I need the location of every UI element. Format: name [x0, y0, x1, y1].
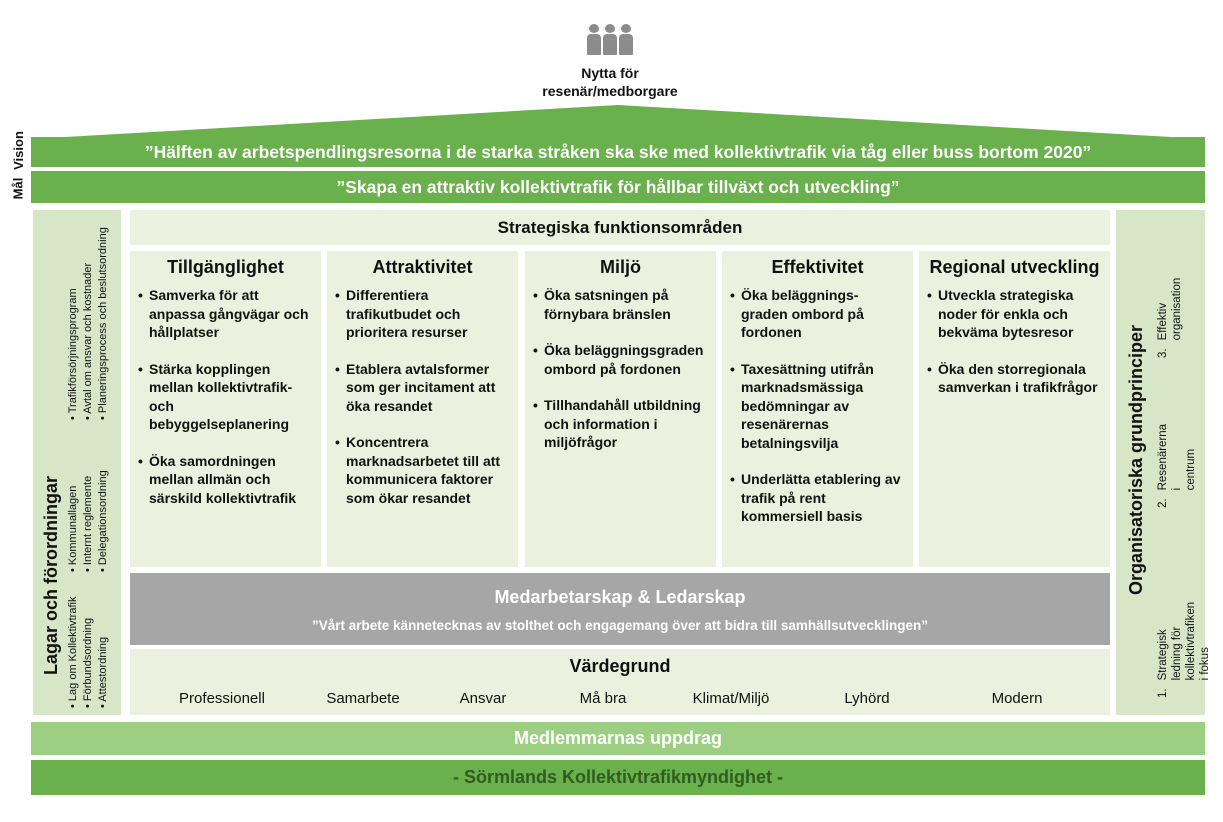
- list-item: • Öka beläggnings-graden ombord på fordonen: [741, 286, 905, 342]
- mal-side-label: Mål: [10, 177, 26, 199]
- laws-list-col2: [66, 470, 111, 572]
- org-item-line: Strategisk ledning för: [1157, 626, 1183, 681]
- laws-list-col3: [66, 227, 111, 420]
- list-item: • Internt reglemente: [81, 470, 96, 572]
- area-column-effektivitet: [722, 251, 913, 567]
- people-label-line1: Nytta för: [581, 65, 639, 81]
- medarbetarskap-box: [130, 573, 1110, 645]
- area-title: Miljö: [600, 257, 641, 277]
- list-item: • Lag om Kollektivtrafik: [66, 597, 81, 708]
- list-item: • Koncentrera marknadsarbetet till att kommunicera faktorer som ökar resandet: [346, 433, 510, 507]
- value-item: Modern: [991, 690, 1043, 707]
- area-title: Regional utveckling: [929, 257, 1100, 277]
- people-icon: [587, 24, 633, 58]
- list-item: • Kommunallagen: [66, 470, 81, 572]
- area-title: Tillgänglighet: [167, 257, 284, 277]
- value-item: Klimat/Miljö: [692, 690, 770, 707]
- org-item-line: centrum: [1185, 448, 1197, 491]
- list-item: • Samverka för att anpassa gångvägar och hållplatser: [149, 286, 313, 342]
- list-item: • Öka samordningen mellan allmän och särskild kollektivtrafik: [149, 452, 313, 508]
- org-item-num: 3.: [1157, 348, 1169, 358]
- area-column-tillganglighet: [130, 251, 321, 567]
- strategic-header: Strategiska funktionsområden: [130, 210, 1110, 245]
- list-item: • Öka beläggningsgraden ombord på fordonen: [544, 341, 708, 378]
- org-item-num: 1.: [1157, 688, 1169, 698]
- org-panel-title: Organisatoriska grundprinciper: [1126, 324, 1146, 595]
- org-item-2: [1156, 424, 1198, 508]
- organization-footer: - Sörmlands Kollektivtrafikmyndighet -: [31, 760, 1205, 795]
- org-item-1: [1156, 602, 1212, 698]
- uppdrag-bar: Medlemmarnas uppdrag: [31, 722, 1205, 755]
- list-item: • Öka satsningen på förnybara bränslen: [544, 286, 708, 323]
- org-principles-panel: [1116, 210, 1211, 715]
- value-item: Professionell: [179, 690, 265, 707]
- org-item-3: [1156, 278, 1184, 358]
- vision-bar: ”Hälften av arbetspendlingsresorna i de starka stråken ska ske med kollektivtrafik via tåg eller buss bortom 2020”: [31, 137, 1205, 167]
- list-item: • Trafikförsörjningsprogram: [66, 227, 81, 420]
- list-item: • Stärka kopplingen mellan kollektivtrafik-och bebyggelseplanering: [149, 360, 313, 434]
- list-item: • Avtal om ansvar och kostnader: [81, 227, 96, 420]
- org-item-line: kollektivtrafiken i fokus: [1185, 601, 1211, 681]
- area-title: Attraktivitet: [372, 257, 473, 277]
- area-column-miljo: [525, 251, 716, 567]
- vardegrund-title: Värdegrund: [569, 656, 671, 676]
- list-item: • Planeringsprocess och beslutsordning: [96, 227, 111, 420]
- area-title: Effektivitet: [771, 257, 864, 277]
- people-label: [520, 64, 700, 100]
- org-item-num: 2.: [1157, 498, 1169, 508]
- list-item: • Tillhandahåll utbildning och information i miljöfrågor: [544, 396, 708, 452]
- area-column-attraktivitet: [327, 251, 518, 567]
- vardegrund-box: [130, 649, 1110, 715]
- list-item: • Utveckla strategiska noder för enkla och bekväma bytesresor: [938, 286, 1102, 342]
- value-item: Ansvar: [459, 690, 507, 707]
- vision-side-label: Vision: [10, 130, 26, 170]
- list-item: • Öka den storregionala samverkan i trafikfrågor: [938, 360, 1102, 397]
- value-item: Lyhörd: [844, 690, 890, 707]
- list-item: • Delegationsordning: [96, 470, 111, 572]
- medarbetarskap-quote: ”Vårt arbete kännetecknas av stolthet och engagemang över att bidra till samhällsutvecklingen”: [312, 618, 928, 633]
- list-item: • Etablera avtalsformer som ger incitament att öka resandet: [346, 360, 510, 416]
- list-item: • Attestordning: [96, 597, 111, 708]
- org-item-line: organisation: [1171, 277, 1183, 341]
- list-item: • Underlätta etablering av trafik på rent kommersiell basis: [741, 470, 905, 526]
- roof-shape: [31, 105, 1205, 139]
- list-item: • Förbundsordning: [81, 597, 96, 708]
- area-column-regional-utveckling: [919, 251, 1110, 567]
- org-item-line: Effektiv: [1157, 302, 1169, 341]
- mal-bar: ”Skapa en attraktiv kollektivtrafik för hållbar tillväxt och utveckling”: [31, 171, 1205, 203]
- org-item-line: Resenärerna i: [1157, 423, 1183, 491]
- list-item: • Differentiera trafikutbudet och prioritera resurser: [346, 286, 510, 342]
- laws-list-col1: [66, 597, 111, 708]
- laws-panel: [33, 210, 121, 715]
- list-item: • Taxesättning utifrån marknadsmässiga bedömningar av resenärernas betalningsvilja: [741, 360, 905, 453]
- people-label-line2: resenär/medborgare: [542, 83, 678, 99]
- value-item: Må bra: [579, 690, 627, 707]
- value-item: Samarbete: [326, 690, 400, 707]
- laws-panel-title: Lagar och förordningar: [41, 475, 61, 675]
- medarbetarskap-title: Medarbetarskap & Ledarskap: [494, 587, 746, 607]
